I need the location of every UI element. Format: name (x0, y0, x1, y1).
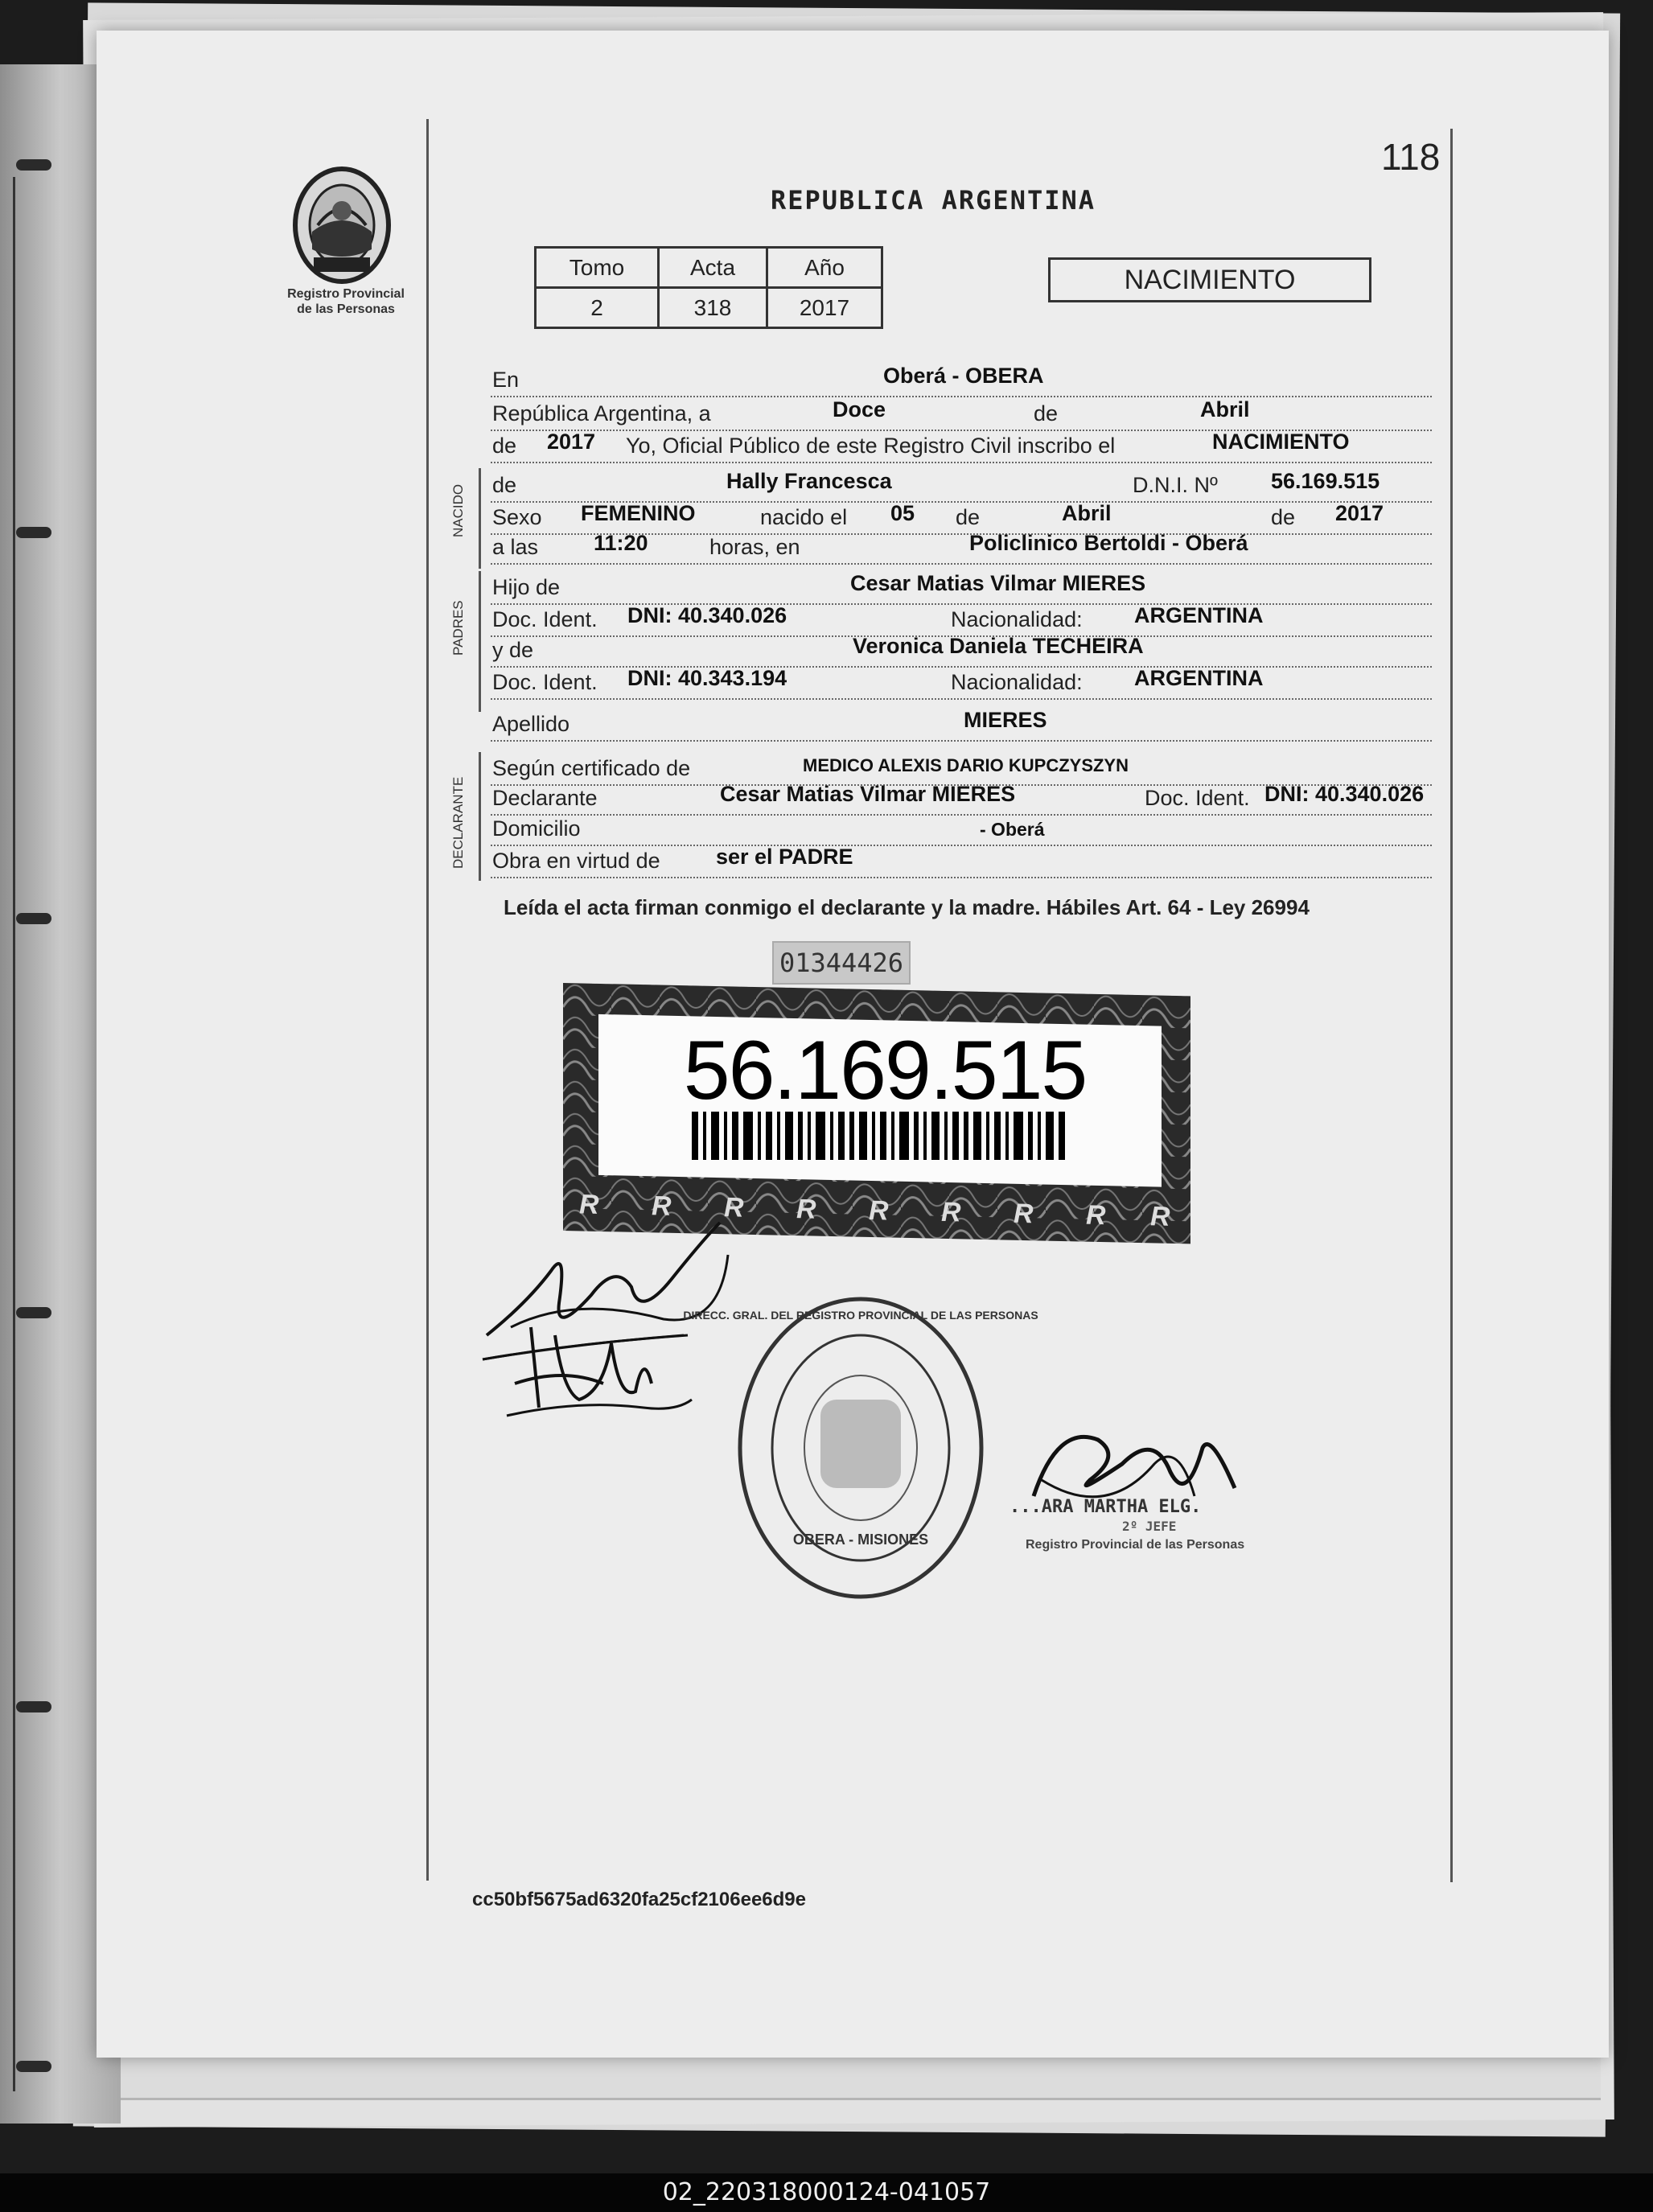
value-padre-doc: DNI: 40.340.026 (627, 603, 787, 627)
value-padre-nac: ARGENTINA (1134, 603, 1264, 627)
page-number: 118 (1381, 136, 1441, 178)
section-label-declarante: DECLARANTE (450, 776, 466, 869)
officer-name: ...ARA MARTHA ELG. (1009, 1497, 1202, 1517)
serial-number: 01344426 (772, 941, 911, 985)
label-de: de (1271, 505, 1296, 529)
closing-statement: Leída el acta firman conmigo el declarante y la madre. Hábiles Art. 64 - Ley 26994 (504, 895, 1310, 919)
record-table-header: Año (767, 248, 882, 288)
form-line-declarante (491, 782, 1432, 816)
value-nombre: Hally Francesca (726, 469, 892, 493)
value-padre: Cesar Matias Vilmar MIERES (850, 571, 1146, 595)
label-certificado: Según certificado de (492, 756, 691, 780)
section-label-nacido: NACIDO (450, 483, 466, 537)
binder-ring (16, 527, 51, 538)
value-tipo: NACIMIENTO (1212, 430, 1350, 454)
value-madre-nac: ARGENTINA (1134, 666, 1264, 690)
value-anio: 2017 (547, 430, 596, 454)
label-obra: Obra en virtud de (492, 849, 660, 873)
label-de: de (492, 473, 517, 497)
value-hora: 11:20 (594, 531, 648, 555)
section-separator (479, 468, 481, 569)
officer-role: 2º JEFE (1122, 1519, 1177, 1534)
form-line-domicilio (491, 812, 1432, 846)
binder-ring (16, 2061, 51, 2072)
value-en: Oberá - OBERA (883, 364, 1044, 388)
label-horas-en: horas, en (709, 535, 800, 559)
record-table-cell: 2017 (767, 288, 882, 328)
value-madre: Veronica Daniela TECHEIRA (853, 634, 1144, 658)
form-line-padre-doc (491, 603, 1432, 637)
form-line-nombre (491, 469, 1432, 503)
official-seal (683, 1287, 1038, 1609)
value-mes-nac: Abril (1062, 501, 1112, 525)
label-a-las: a las (492, 535, 539, 559)
label-doc-ident: Doc. Ident. (1145, 786, 1250, 810)
section-label-padres: PADRES (450, 600, 466, 656)
sticker-pattern-letter: R (724, 1192, 744, 1223)
logo-caption (245, 286, 446, 317)
record-table-header: Tomo (536, 248, 659, 288)
binder-ring (16, 913, 51, 924)
value-mes: Abril (1200, 397, 1250, 421)
label-nacionalidad: Nacionalidad: (951, 670, 1083, 694)
value-certificado: MEDICO ALEXIS DARIO KUPCZYSZYN (803, 755, 1129, 775)
label-de: de (1034, 401, 1059, 426)
label-sexo: Sexo (492, 505, 542, 529)
section-separator (479, 571, 481, 712)
binder-edge (13, 177, 15, 2091)
form-line-obra (491, 845, 1432, 878)
value-anio-nac: 2017 (1335, 501, 1384, 525)
label-doc-ident: Doc. Ident. (492, 607, 598, 631)
form-line-madre (491, 634, 1432, 668)
label-dni: D.N.I. Nº (1133, 473, 1218, 497)
form-line-hora (491, 531, 1432, 565)
sticker-pattern-letter: R (941, 1196, 961, 1228)
sticker-pattern-letter: R (652, 1190, 672, 1222)
value-madre-doc: DNI: 40.343.194 (627, 666, 787, 690)
record-type-box: NACIMIENTO (1048, 257, 1371, 302)
signature-madre (483, 1311, 708, 1448)
form-line-fecha (491, 397, 1432, 431)
label-nacionalidad: Nacionalidad: (951, 607, 1083, 631)
label-declarante: Declarante (492, 786, 598, 810)
label-doc-ident: Doc. Ident. (492, 670, 598, 694)
label-republica: República Argentina, a (492, 401, 711, 426)
label-y-de: y de (492, 638, 534, 662)
form-line-padre (491, 571, 1432, 605)
record-table-header: Acta (659, 248, 767, 288)
officer-office: Registro Provincial de las Personas (1026, 1538, 1245, 1552)
label-hijo-de: Hijo de (492, 575, 561, 599)
seal-outer-text: DIRECC. GRAL. DEL REGISTRO PROVINCIAL DE LAS PERSONAS (683, 1309, 1038, 1322)
right-margin-line (1450, 129, 1453, 1882)
sticker-pattern-letter: R (1086, 1199, 1106, 1231)
value-obra: ser el PADRE (716, 845, 853, 869)
sticker-pattern-letter: R (1150, 1201, 1170, 1232)
seal-inner-text: OBERA - MISIONES (792, 1532, 929, 1548)
label-nacido-el: nacido el (760, 505, 848, 529)
form-line-madre-doc (491, 666, 1432, 700)
value-dni: 56.169.515 (1271, 469, 1380, 493)
record-table-cell: 2 (536, 288, 659, 328)
form-line-certificado (491, 752, 1432, 786)
left-margin-line (426, 119, 429, 1881)
value-declarante-doc: DNI: 40.340.026 (1264, 782, 1425, 806)
label-de2: de (492, 434, 517, 458)
label-domicilio: Domicilio (492, 816, 581, 841)
binder-ring (16, 1307, 51, 1318)
value-dia-nac: 05 (890, 501, 915, 525)
label-apellido: Apellido (492, 712, 570, 736)
section-separator (479, 752, 481, 881)
footer-caption: 02_220318000124-041057 (0, 2173, 1653, 2212)
sticker-pattern-letter: R (1014, 1198, 1034, 1230)
province-coat-of-arms-icon (282, 161, 402, 290)
value-apellido: MIERES (964, 708, 1047, 732)
label-en: En (492, 368, 520, 392)
value-domicilio: - Oberá (980, 819, 1045, 840)
dni-sticker-number: 56.169.515 (683, 1024, 1087, 1117)
form-line-apellido (491, 708, 1432, 742)
label-oficial: Yo, Oficial Público de este Registro Civil inscribo el (626, 434, 1116, 458)
sticker-pattern-letter: R (579, 1189, 599, 1220)
record-table-cell: 318 (659, 288, 767, 328)
form-line-oficial (491, 430, 1432, 463)
binder-ring (16, 1701, 51, 1712)
sticker-pattern-letter: R (796, 1194, 816, 1225)
logo-caption-line: de las Personas (297, 302, 395, 316)
form-line-sexo (491, 501, 1432, 535)
value-dia: Doce (833, 397, 886, 421)
form-line-en (491, 364, 1432, 397)
binder-ring (16, 159, 51, 171)
value-lugar: Policlinico Bertoldi - Oberá (969, 531, 1248, 555)
document-title: REPUBLICA ARGENTINA (770, 185, 1096, 216)
logo-caption-line: Registro Provincial (287, 287, 405, 301)
document-hash: cc50bf5675ad6320fa25cf2106ee6d9e (472, 1889, 806, 1910)
sticker-pattern-letter: R (869, 1194, 889, 1227)
value-sexo: FEMENINO (581, 501, 696, 525)
label-de: de (956, 505, 981, 529)
signature-officer (1009, 1400, 1315, 1560)
record-table (534, 246, 883, 329)
value-declarante: Cesar Matias Vilmar MIERES (720, 782, 1016, 806)
